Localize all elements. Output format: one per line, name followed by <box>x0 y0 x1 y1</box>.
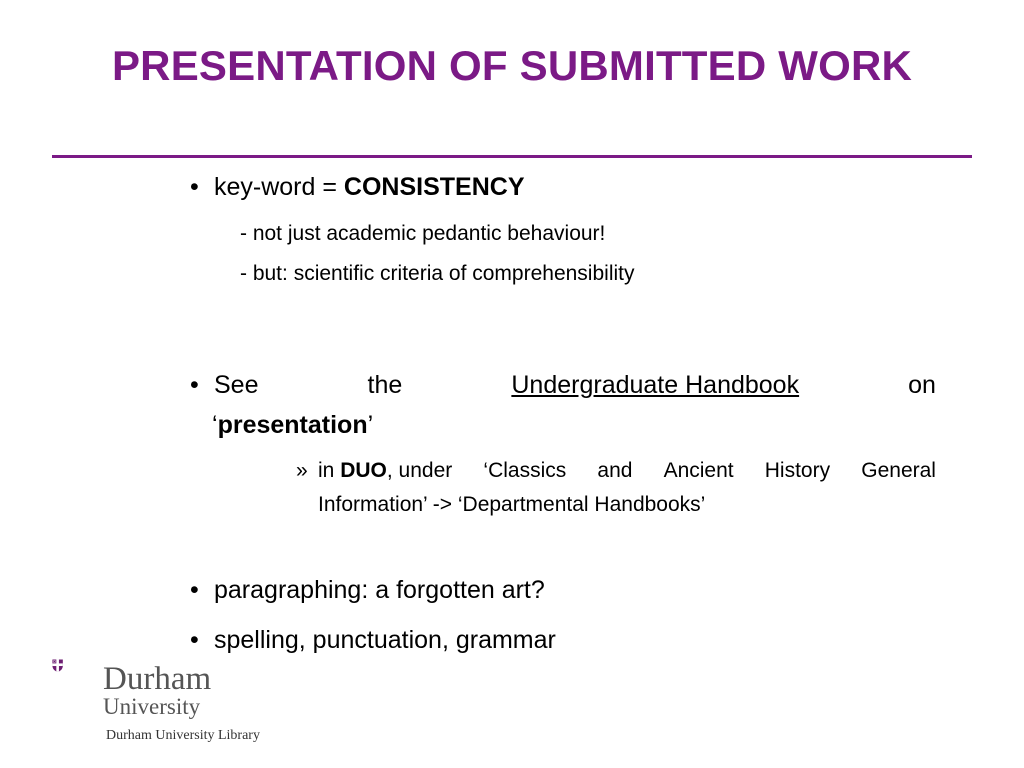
bullet-keyword-emphasis: CONSISTENCY <box>343 173 525 201</box>
word-see: See <box>214 371 259 399</box>
word-on: on <box>908 371 936 399</box>
bullet-keyword <box>190 173 525 202</box>
undergraduate-handbook-link[interactable]: Undergraduate Handbook <box>511 371 800 399</box>
word-history: History <box>764 459 831 482</box>
word-and: and <box>597 459 633 482</box>
open-quote: ‘ <box>212 411 218 439</box>
word-in: in <box>318 459 335 482</box>
sub-point-2: - but: scientific criteria of comprehensibility <box>240 262 635 285</box>
bullet-handbook-continuation <box>212 411 373 440</box>
subsub-point-line1 <box>318 459 936 483</box>
word-ancient: Ancient <box>663 459 734 482</box>
duo-phrase <box>318 459 452 483</box>
title-divider <box>52 155 972 158</box>
bullet-spelling <box>190 626 556 655</box>
bullet-handbook-see <box>190 371 258 400</box>
subsub-marker: » <box>296 459 308 482</box>
bullet-marker: • <box>190 371 199 399</box>
slide-title: PRESENTATION OF SUBMITTED WORK <box>111 42 913 89</box>
duo-emphasis: DUO <box>340 459 387 482</box>
subsub-point-line2: Information’ -> ‘Departmental Handbooks’ <box>318 493 706 516</box>
word-classics: ‘Classics <box>483 459 567 482</box>
bullet-keyword-prefix: key-word = <box>214 173 344 201</box>
bullet-spelling-text: spelling, punctuation, grammar <box>214 626 556 654</box>
word-general: General <box>861 459 936 482</box>
bullet-marker: • <box>190 173 199 201</box>
logo-sub: University <box>103 694 201 719</box>
logo-library: Durham University Library <box>106 728 260 743</box>
word-under: , under <box>386 459 453 482</box>
bullet-handbook <box>190 371 936 400</box>
word-the: the <box>367 371 403 399</box>
bullet-paragraphing <box>190 576 545 605</box>
close-quote: ’ <box>367 411 374 439</box>
logo-name: Durham <box>103 661 212 697</box>
bullet-marker: • <box>190 626 199 654</box>
sub-point-1: - not just academic pedantic behaviour! <box>240 222 606 245</box>
bullet-marker: • <box>190 576 199 604</box>
durham-crest-icon <box>52 641 104 701</box>
bullet-paragraphing-text: paragraphing: a forgotten art? <box>214 576 545 604</box>
presentation-emphasis: presentation <box>217 411 368 439</box>
